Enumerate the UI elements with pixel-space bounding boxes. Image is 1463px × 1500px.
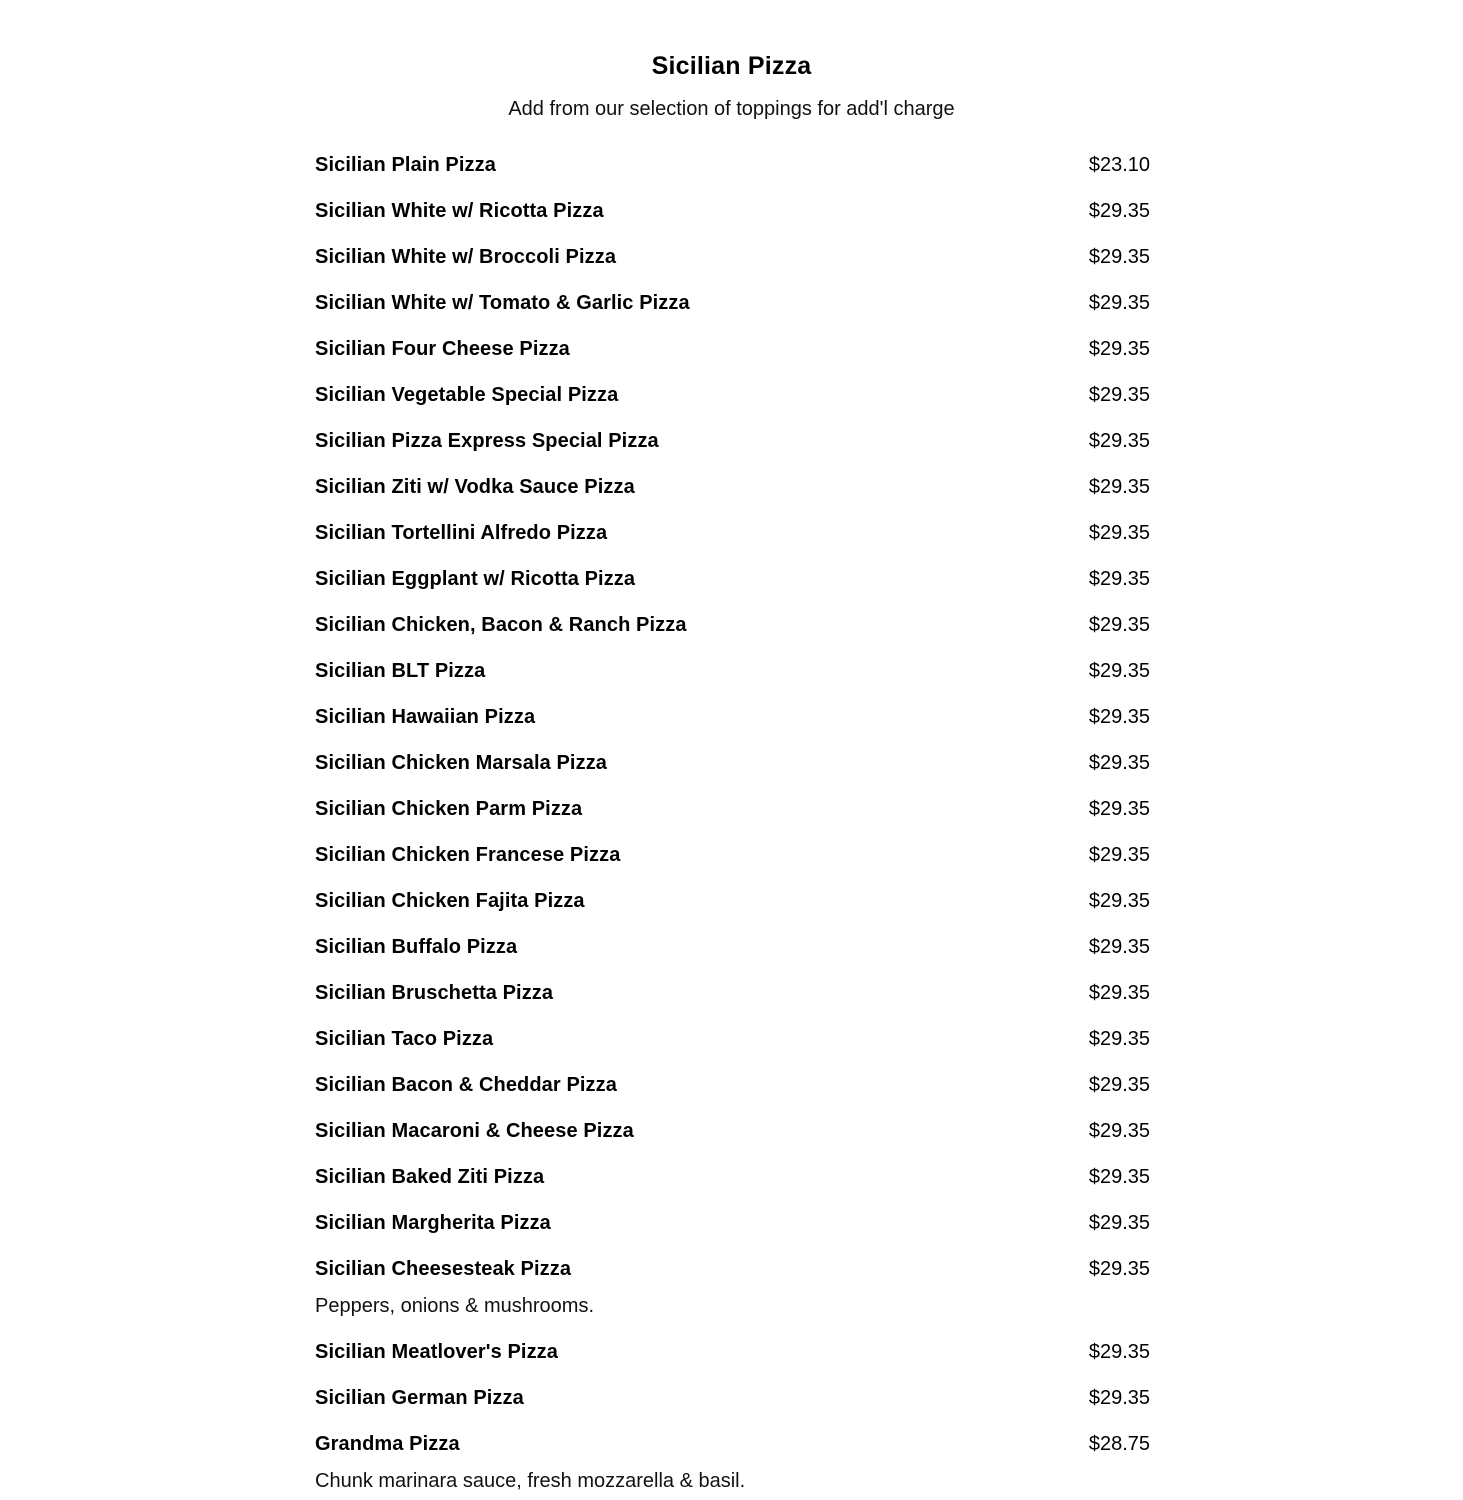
menu-item-row (315, 1210, 1150, 1236)
menu-item (315, 612, 1150, 638)
item-price: $29.35 (1088, 200, 1150, 222)
item-price: $29.35 (1088, 476, 1150, 498)
menu-item-row (315, 520, 1150, 546)
menu-item-row (315, 934, 1150, 960)
menu-item-row (315, 198, 1150, 224)
item-price: $29.35 (1088, 890, 1150, 912)
menu-item (315, 1210, 1150, 1236)
item-price: $29.35 (1088, 614, 1150, 636)
menu-item (315, 980, 1150, 1006)
page-subtitle: Add from our selection of toppings for add'l charge (508, 98, 955, 120)
menu-item (315, 1431, 1150, 1494)
item-name: Sicilian Ziti w/ Vodka Sauce Pizza (315, 476, 635, 498)
item-price: $29.35 (1088, 292, 1150, 314)
item-name: Sicilian Chicken Parm Pizza (315, 798, 583, 820)
item-name: Sicilian White w/ Ricotta Pizza (315, 200, 604, 222)
menu-item (315, 428, 1150, 454)
item-price: $29.35 (1088, 752, 1150, 774)
item-name: Sicilian German Pizza (315, 1387, 524, 1409)
menu-item (315, 152, 1150, 178)
menu-item-row (315, 704, 1150, 730)
menu-item (315, 336, 1150, 362)
item-name: Sicilian Tortellini Alfredo Pizza (315, 522, 608, 544)
item-name: Sicilian Meatlover's Pizza (315, 1341, 559, 1363)
menu-item (315, 796, 1150, 822)
item-price: $23.10 (1088, 154, 1150, 176)
item-price: $29.35 (1088, 982, 1150, 1004)
item-name: Sicilian Vegetable Special Pizza (315, 384, 619, 406)
menu-item-row (315, 1026, 1150, 1052)
item-price: $29.35 (1088, 1166, 1150, 1188)
menu-item-row (315, 1118, 1150, 1144)
menu-item (315, 290, 1150, 316)
menu-item (315, 244, 1150, 270)
menu-item (315, 1385, 1150, 1411)
menu-item-row (315, 1339, 1150, 1365)
item-name: Sicilian Hawaiian Pizza (315, 706, 536, 728)
item-price: $29.35 (1088, 1028, 1150, 1050)
item-price: $29.35 (1088, 798, 1150, 820)
menu-item-row (315, 1072, 1150, 1098)
menu-item-row (315, 796, 1150, 822)
menu-item-row (315, 382, 1150, 408)
page-title: Sicilian Pizza (651, 52, 812, 80)
menu-item-row (315, 1385, 1150, 1411)
item-name: Sicilian White w/ Broccoli Pizza (315, 246, 617, 268)
menu-item (315, 888, 1150, 914)
menu-item (315, 1256, 1150, 1319)
menu-item (315, 382, 1150, 408)
menu-item (315, 566, 1150, 592)
item-price: $29.35 (1088, 1212, 1150, 1234)
item-name: Sicilian Margherita Pizza (315, 1212, 551, 1234)
item-price: $29.35 (1088, 706, 1150, 728)
menu-item-row (315, 888, 1150, 914)
item-price: $29.35 (1088, 568, 1150, 590)
menu-item-row (315, 980, 1150, 1006)
menu-item-row (315, 842, 1150, 868)
menu-item-row (315, 1431, 1150, 1457)
menu-item (315, 1072, 1150, 1098)
item-price: $29.35 (1088, 1120, 1150, 1142)
menu-item-row (315, 566, 1150, 592)
item-name: Sicilian Macaroni & Cheese Pizza (315, 1120, 634, 1142)
item-name: Sicilian Chicken Francese Pizza (315, 844, 621, 866)
menu-item-row (315, 612, 1150, 638)
menu-item (315, 658, 1150, 684)
menu-item-row (315, 152, 1150, 178)
item-price: $29.35 (1088, 1341, 1150, 1363)
item-name: Sicilian Plain Pizza (315, 154, 496, 176)
menu-item-row (315, 336, 1150, 362)
menu-section-header (0, 0, 1463, 122)
menu-item (315, 750, 1150, 776)
item-price: $29.35 (1088, 430, 1150, 452)
item-name: Sicilian BLT Pizza (315, 660, 486, 682)
item-name: Sicilian Chicken, Bacon & Ranch Pizza (315, 614, 687, 636)
item-price: $29.35 (1088, 1387, 1150, 1409)
menu-item-row (315, 290, 1150, 316)
item-name: Sicilian Cheesesteak Pizza (315, 1258, 572, 1280)
item-price: $29.35 (1088, 936, 1150, 958)
menu-item (315, 704, 1150, 730)
menu-item (315, 1026, 1150, 1052)
item-price: $28.75 (1088, 1433, 1150, 1455)
menu-item (315, 520, 1150, 546)
item-price: $29.35 (1088, 338, 1150, 360)
menu-item-list (315, 152, 1150, 1494)
menu-item-row (315, 244, 1150, 270)
menu-item-row (315, 474, 1150, 500)
menu-item (315, 1164, 1150, 1190)
item-price: $29.35 (1088, 1258, 1150, 1280)
menu-item (315, 198, 1150, 224)
item-description: Peppers, onions & mushrooms. (315, 1295, 595, 1317)
item-name: Sicilian Bacon & Cheddar Pizza (315, 1074, 617, 1096)
item-name: Sicilian Four Cheese Pizza (315, 338, 570, 360)
item-name: Sicilian White w/ Tomato & Garlic Pizza (315, 292, 690, 314)
item-name: Sicilian Bruschetta Pizza (315, 982, 554, 1004)
item-name: Sicilian Taco Pizza (315, 1028, 494, 1050)
menu-item-row (315, 428, 1150, 454)
menu-item-row (315, 658, 1150, 684)
item-price: $29.35 (1088, 660, 1150, 682)
item-name: Grandma Pizza (315, 1433, 460, 1455)
item-price: $29.35 (1088, 1074, 1150, 1096)
item-price: $29.35 (1088, 522, 1150, 544)
item-name: Sicilian Chicken Fajita Pizza (315, 890, 585, 912)
item-price: $29.35 (1088, 246, 1150, 268)
menu-item (315, 1339, 1150, 1365)
item-name: Sicilian Eggplant w/ Ricotta Pizza (315, 568, 636, 590)
item-description: Chunk marinara sauce, fresh mozzarella & basil. (315, 1470, 746, 1492)
item-price: $29.35 (1088, 384, 1150, 406)
item-name: Sicilian Baked Ziti Pizza (315, 1166, 545, 1188)
item-name: Sicilian Pizza Express Special Pizza (315, 430, 659, 452)
menu-item (315, 934, 1150, 960)
menu-item (315, 474, 1150, 500)
menu-item (315, 842, 1150, 868)
menu-item-row (315, 1164, 1150, 1190)
menu-item-row (315, 750, 1150, 776)
menu-item-row (315, 1256, 1150, 1282)
item-name: Sicilian Buffalo Pizza (315, 936, 518, 958)
item-name: Sicilian Chicken Marsala Pizza (315, 752, 608, 774)
item-price: $29.35 (1088, 844, 1150, 866)
menu-item (315, 1118, 1150, 1144)
